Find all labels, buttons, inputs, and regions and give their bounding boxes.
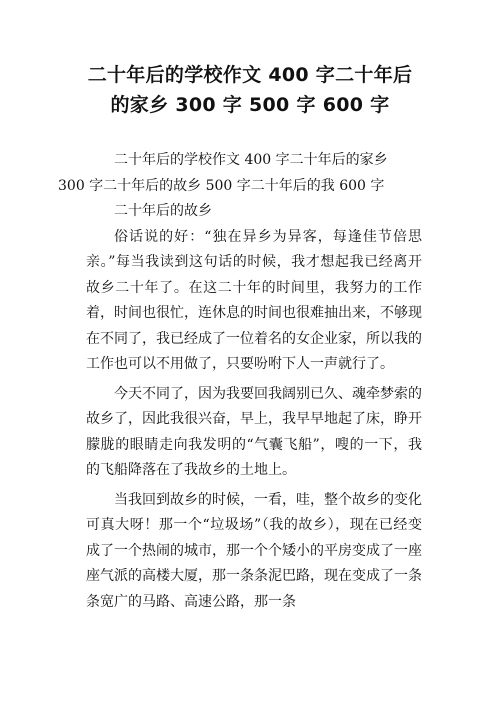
document-title [0, 60, 500, 120]
title-line-2: 的家乡 300 字 500 字 600 字 [110, 94, 390, 116]
paragraph: 今天不同了，因为我要回我阔别已久、魂牵梦索的故乡了，因此我很兴奋，早上，我早早地起了床，睁开朦胧的眼睛走向我发明的“气囊飞船”，嗖的一下，我的飞船降落在了我故乡的土地上。 [86, 385, 422, 478]
paragraph: 俗话说的好：“独在异乡为异客，每逢佳节倍思亲。”每当我读到这句话的时候，我才想起我已经离开故乡二十年了。在这二十年的时间里，我努力的工作着，时间也很忙，连休息的时间也很难抽出来，不够现在不同了，我已经成了一位着名的女企业家，所以我的工作也可以不用做了，只要吩咐下人一声就行了。 [86, 228, 422, 372]
paragraph: 当我回到故乡的时候，一看，哇，整个故乡的变化可真大呀！那一个“垃圾场”（我的故乡），现在已经变成了一个热闹的城市，那一个个矮小的平房变成了一座座气派的高楼大厦，那一条条泥巴路，现在变成了一条条宽广的马路、高速公路，那一条 [86, 491, 422, 610]
intro-line-1: 二十年后的学校作文 400 字二十年后的家乡 [114, 152, 388, 168]
title-line-1: 二十年后的学校作文 400 字二十年后 [87, 64, 413, 86]
subheading: 二十年后的故乡 [114, 203, 212, 219]
document-body [58, 148, 422, 615]
intro-line-2: 300 字二十年后的故乡 500 字二十年后的我 600 字 [58, 177, 385, 194]
